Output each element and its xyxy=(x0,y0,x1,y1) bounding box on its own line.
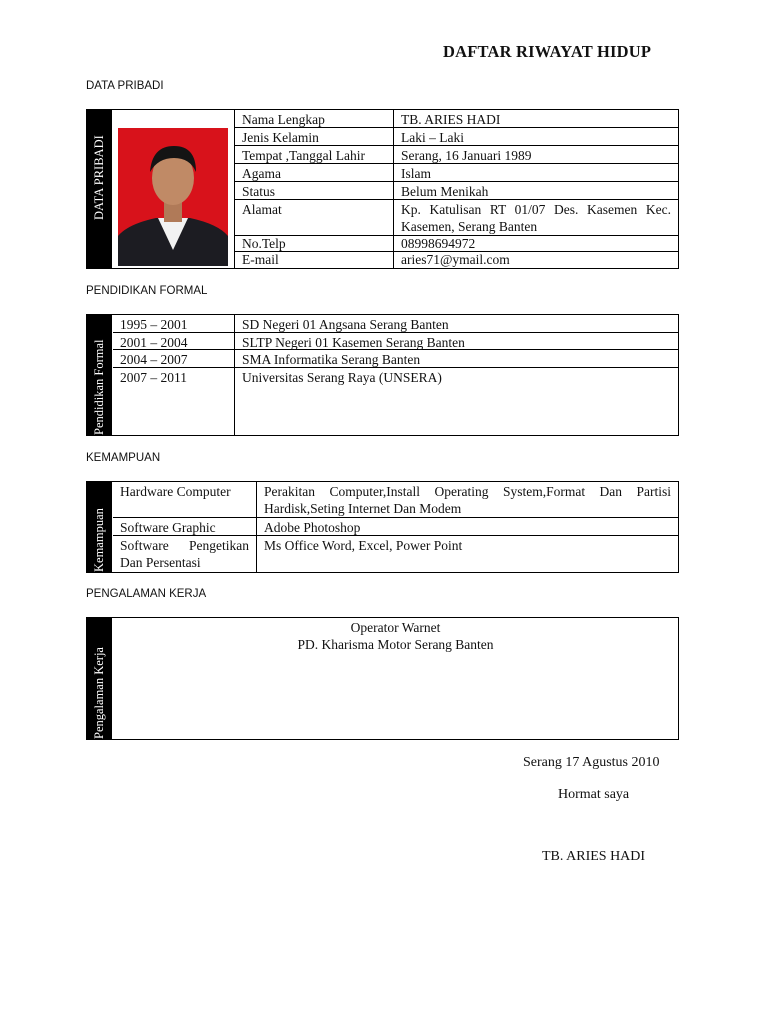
label-nama: Nama Lengkap xyxy=(235,110,393,128)
skill-detail-3: Ms Office Word, Excel, Power Point xyxy=(264,538,463,553)
edu-school-1: SD Negeri 01 Angsana Serang Banten xyxy=(235,315,678,333)
label-status: Status xyxy=(235,182,393,200)
sidebar-label-pribadi: DATA PRIBADI xyxy=(92,135,106,220)
value-jenis-kelamin: Laki – Laki xyxy=(394,128,678,146)
label-jenis-kelamin: Jenis Kelamin xyxy=(235,128,393,146)
section-heading-pribadi: DATA PRIBADI xyxy=(86,80,164,92)
document-title: DAFTAR RIWAYAT HIDUP xyxy=(443,42,652,61)
edu-year-1: 1995 – 2001 xyxy=(113,315,234,333)
skills-table xyxy=(86,481,679,573)
profile-photo xyxy=(118,128,228,266)
section-heading-kemampuan: KEMAMPUAN xyxy=(86,452,161,464)
value-ttl: Serang, 16 Januari 1989 xyxy=(394,146,678,164)
label-telp: No.Telp xyxy=(235,236,393,252)
sidebar-pendidikan xyxy=(87,315,112,435)
sidebar-label-pendidikan: Pendidikan Formal xyxy=(92,339,106,435)
value-nama: TB. ARIES HADI xyxy=(394,110,678,128)
experience-company: PD. Kharisma Motor Serang Banten xyxy=(297,637,494,652)
label-ttl: Tempat ,Tanggal Lahir xyxy=(235,146,393,164)
education-table xyxy=(86,314,679,436)
sidebar-kemampuan xyxy=(87,482,112,572)
label-alamat: Alamat xyxy=(235,200,393,236)
value-email: aries71@ymail.com xyxy=(401,252,510,267)
skill-detail-1: Perakitan Computer,Install Operating System,Format Dan Partisi Hardisk,Seting Internet Dan Modem xyxy=(257,482,678,518)
edu-year-4: 2007 – 2011 xyxy=(120,370,187,385)
person-portrait-icon xyxy=(118,128,228,266)
closing-greeting: Hormat saya xyxy=(558,787,630,802)
value-status: Belum Menikah xyxy=(394,182,678,200)
sidebar-pribadi xyxy=(87,110,112,268)
personal-data-table xyxy=(86,109,679,269)
edu-school-4: Universitas Serang Raya (UNSERA) xyxy=(242,370,442,385)
experience-position: Operator Warnet xyxy=(350,620,441,635)
skill-detail-2: Adobe Photoshop xyxy=(257,518,678,536)
section-heading-pengalaman: PENGALAMAN KERJA xyxy=(86,588,207,600)
label-agama: Agama xyxy=(235,164,393,182)
experience-table xyxy=(86,617,679,740)
edu-school-2: SLTP Negeri 01 Kasemen Serang Banten xyxy=(235,333,678,350)
skill-label-1: Hardware Computer xyxy=(113,482,256,518)
edu-year-2: 2001 – 2004 xyxy=(113,333,234,350)
edu-school-3: SMA Informatika Serang Banten xyxy=(235,350,678,368)
sidebar-label-kemampuan: Kemampuan xyxy=(92,508,106,572)
signature-name: TB. ARIES HADI xyxy=(542,849,646,864)
edu-year-3: 2004 – 2007 xyxy=(113,350,234,368)
sidebar-pengalaman xyxy=(87,618,112,739)
value-agama: Islam xyxy=(394,164,678,182)
value-telp: 08998694972 xyxy=(394,236,678,252)
value-alamat: Kp. Katulisan RT 01/07 Des. Kasemen Kec. Kasemen, Serang Banten xyxy=(394,200,678,236)
skill-label-3: Software Pengetikan Dan Persentasi xyxy=(120,538,249,570)
sidebar-label-pengalaman: Pengalaman Kerja xyxy=(92,647,106,739)
section-heading-pendidikan: PENDIDIKAN FORMAL xyxy=(86,285,208,297)
label-email: E-mail xyxy=(242,252,279,267)
skill-label-2: Software Graphic xyxy=(113,518,256,536)
place-date: Serang 17 Agustus 2010 xyxy=(523,755,660,770)
